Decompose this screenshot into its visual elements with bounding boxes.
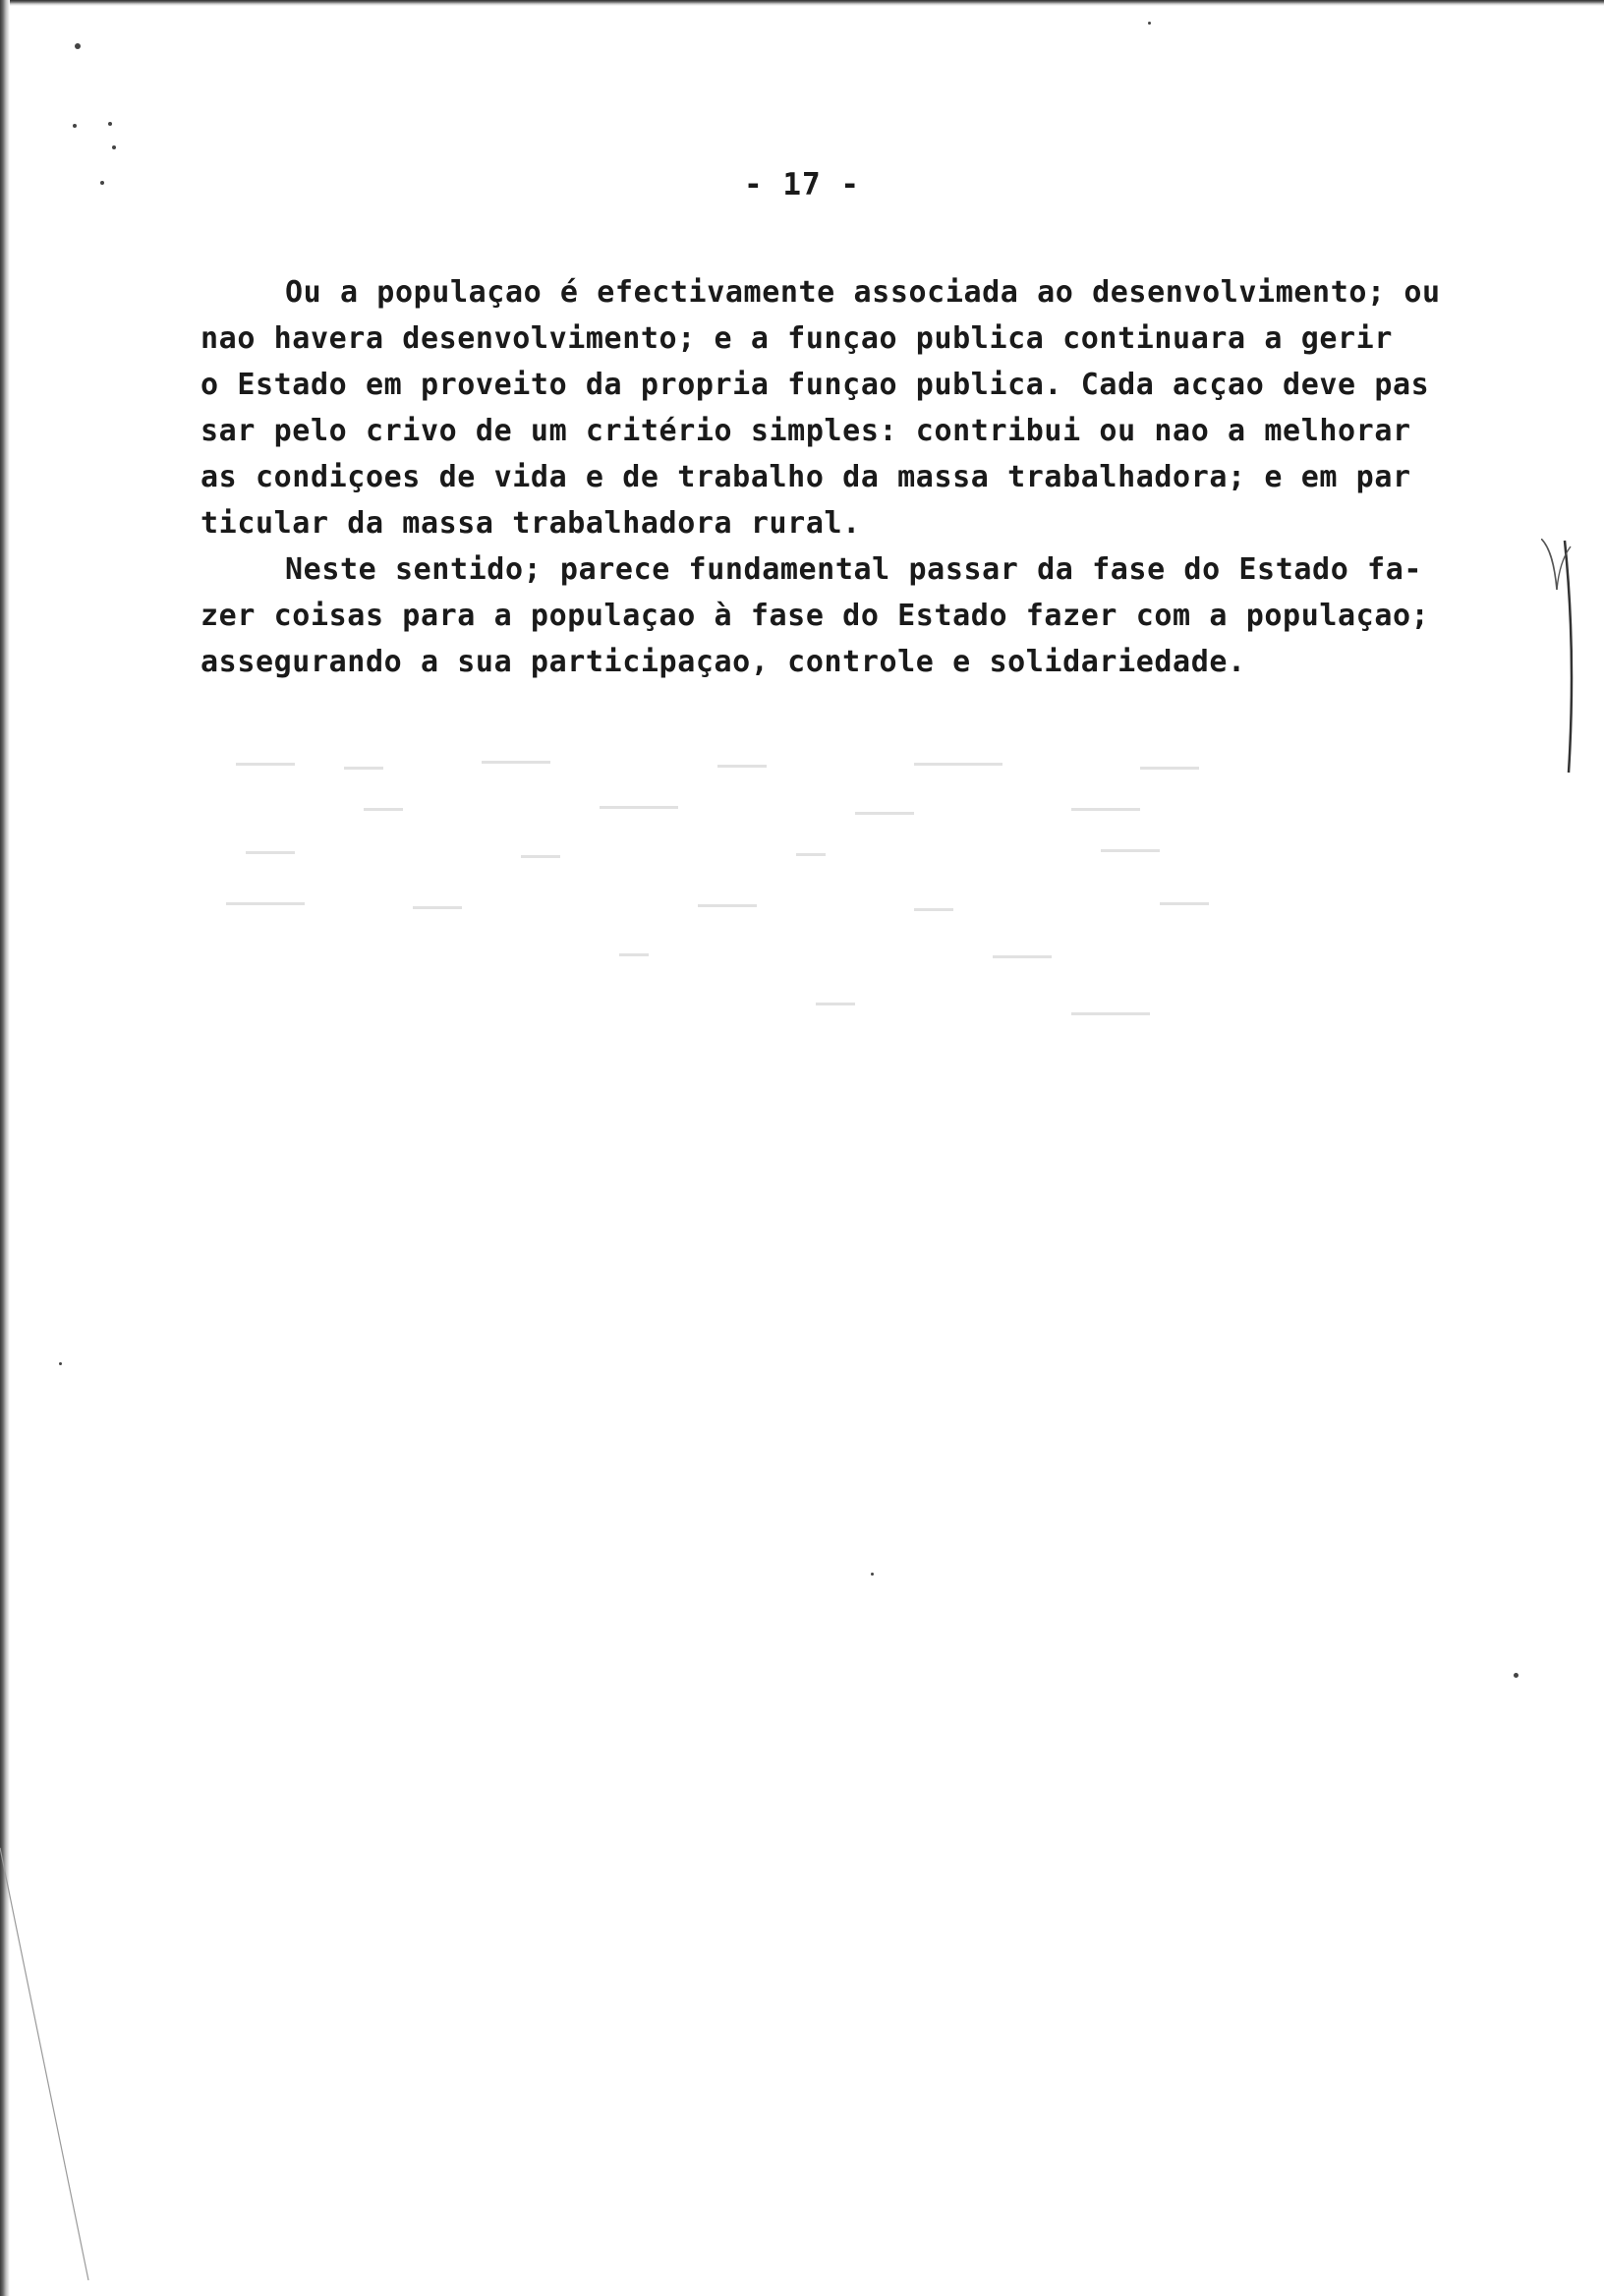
margin-bracket-mark [1541,539,1580,775]
scan-speck [112,145,116,149]
scan-speck [1148,22,1151,25]
paragraph-2-line-2: zer coisas para a populaçao à fase do Estado fazer com a populaçao; [200,599,1430,633]
scan-speck [1514,1673,1518,1678]
paragraph-2-line-3: assegurando a sua participaçao, controle e solidariedade. [200,645,1246,679]
scan-top-edge [0,0,1604,6]
scan-speck [100,181,104,185]
scan-artifact-line [0,1848,157,2296]
paragraph-1-line-6: ticular da massa trabalhadora rural. [200,506,861,541]
scan-speck [59,1362,62,1365]
paragraph-1-line-5: as condiçoes de vida e de trabalho da massa trabalhadora; e em par [200,460,1411,494]
scan-bleed-through [226,757,1376,1071]
paragraph-1-line-4: sar pelo crivo de um critério simples: contribui ou nao a melhorar [200,414,1411,448]
document-body [200,269,1537,685]
paragraph-1-line-3: o Estado em proveito da propria funçao publica. Cada acçao deve pas [200,368,1430,402]
paragraph-1-line-2: nao havera desenvolvimento; e a funçao publica continuara a gerir [200,321,1393,356]
scan-speck [871,1573,874,1576]
scan-speck [108,122,112,126]
scan-speck [73,124,77,128]
paragraph-1-line-1: Ou a populaçao é efectivamente associada ao desenvolvimento; ou [285,275,1441,310]
page-number: - 17 - [744,167,860,202]
paragraph-2-line-1: Neste sentido; parece fundamental passar da fase do Estado fa- [285,552,1423,587]
scan-speck [75,43,81,49]
